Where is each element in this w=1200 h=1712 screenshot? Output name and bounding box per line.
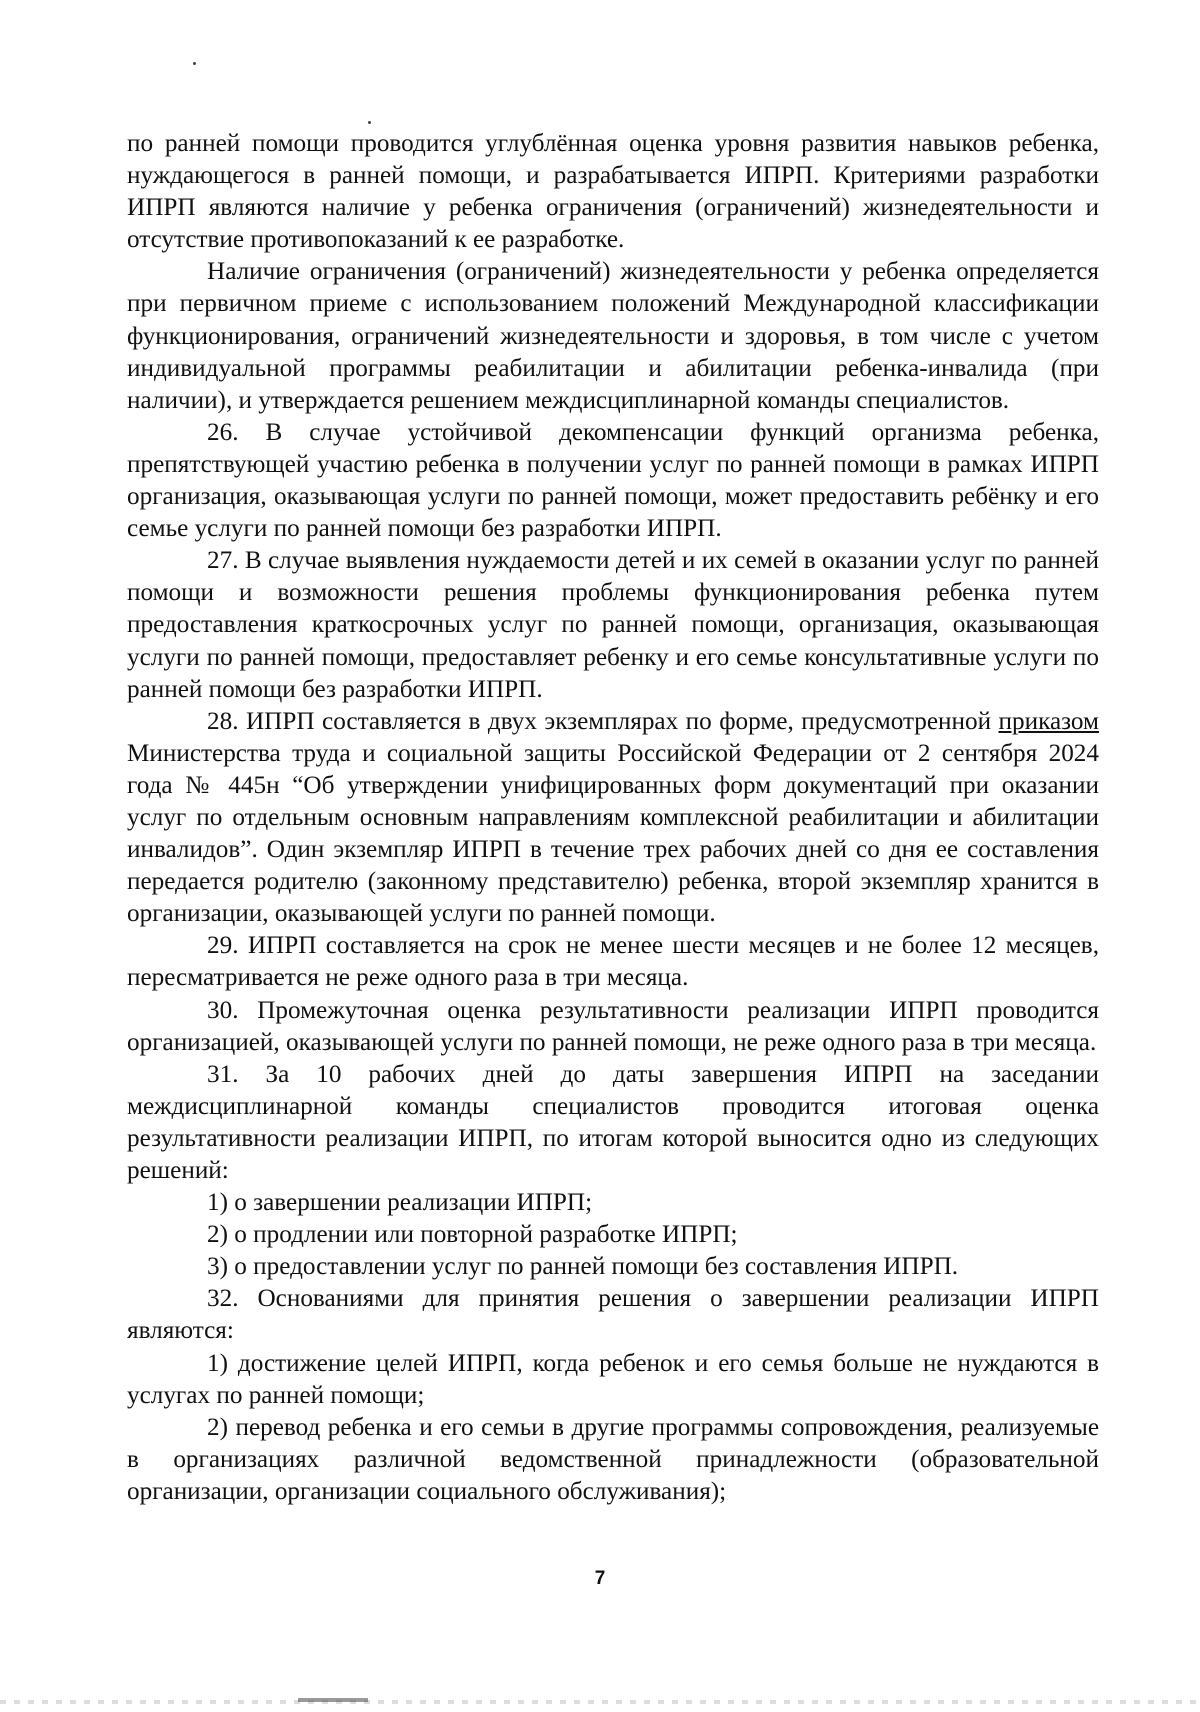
list-item-31-3: 3) о предоставлении услуг по ранней помощи без составления ИПРП. <box>207 1253 959 1281</box>
page-number: 7 <box>594 1568 606 1589</box>
list-item-32-1: 1) достижение целей ИПРП, когда ребенок и его семья больше не нуждаются в услугах по ранней помощи; <box>127 1349 1099 1409</box>
paragraph-28-rest: Министерства труда и социальной защиты Российской Федерации от 2 сентября 2024 года № 445н “Об утверждении унифицированных форм документаций при оказании услуг по отдельным основным направлениям комплексной реабилитации и абилитации инвалидов”. Один экземпляр ИПРП в течение трех рабочих дней со дня ее составления передается родителю (законному представителю) ребенка, второй экземпляр хранится в организации, оказывающей услуги по ранней помощи. <box>127 739 1099 928</box>
list-item-32-2: 2) перевод ребенка и его семьи в другие программы сопровождения, реализуемые в организациях различной ведомственной принадлежности (образовательной организации, организации социального обслуживания); <box>127 1413 1099 1505</box>
document-body <box>127 128 1099 1508</box>
scan-bottom-edge <box>0 1700 1200 1704</box>
list-item-31-1: 1) о завершении реализации ИПРП; <box>207 1189 593 1217</box>
scan-bottom-mark <box>298 1698 368 1702</box>
scan-speck <box>368 121 371 124</box>
scan-speck <box>193 62 196 65</box>
paragraph-31: 31. За 10 рабочих дней до даты завершения ИПРП на заседании междисциплинарной команды специалистов проводится итоговая оценка результативности реализации ИПРП, по итогам которой выносится одно из следующих решений: <box>127 1060 1099 1184</box>
order-link[interactable]: приказом <box>998 707 1099 735</box>
paragraph-continuation: по ранней помощи проводится углублённая оценка уровня развития навыков ребенка, нуждающегося в ранней помощи, и разрабатывается ИПРП. Критериями разработки ИПРП являются наличие у ребенка ограничения (ограничений) жизнедеятельности и отсутствие противопоказаний к ее разработке. <box>127 130 1099 254</box>
paragraph-32: 32. Основаниями для принятия решения о завершении реализации ИПРП являются: <box>127 1285 1099 1345</box>
paragraph-28-lead: 28. ИПРП составляется в двух экземплярах по форме, предусмотренной <box>207 707 999 735</box>
paragraph-30: 30. Промежуточная оценка результативности реализации ИПРП проводится организацией, оказывающей услуги по ранней помощи, не реже одного раза в три месяца. <box>127 996 1099 1056</box>
paragraph-limitations: Наличие ограничения (ограничений) жизнедеятельности у ребенка определяется при первичном приеме с использованием положений Международной классификации функционирования, ограничений жизнедеятельности и здоровья, в том числе с учетом индивидуальной программы реабилитации и абилитации ребенка-инвалида (при наличии), и утверждается решением междисциплинарной команды специалистов. <box>127 258 1099 414</box>
paragraph-26: 26. В случае устойчивой декомпенсации функций организма ребенка, препятствующей участию ребенка в получении услуг по ранней помощи в рамках ИПРП организация, оказывающая услуги по ранней помощи, может предоставить ребёнку и его семье услуги по ранней помощи без разработки ИПРП. <box>127 418 1099 543</box>
paragraph-28 <box>127 706 1099 931</box>
paragraph-29: 29. ИПРП составляется на срок не менее шести месяцев и не более 12 месяцев, пересматривается не реже одного раза в три месяца. <box>127 932 1099 992</box>
paragraph-27: 27. В случае выявления нуждаемости детей и их семей в оказании услуг по ранней помощи и возможности решения проблемы функционирования ребенка путем предоставления краткосрочных услуг по ранней помощи, организация, оказывающая услуги по ранней помощи, предоставляет ребенку и его семье консультативные услуги по ранней помощи без разработки ИПРП. <box>127 547 1099 703</box>
list-item-31-2: 2) о продлении или повторной разработке ИПРП; <box>207 1221 738 1249</box>
